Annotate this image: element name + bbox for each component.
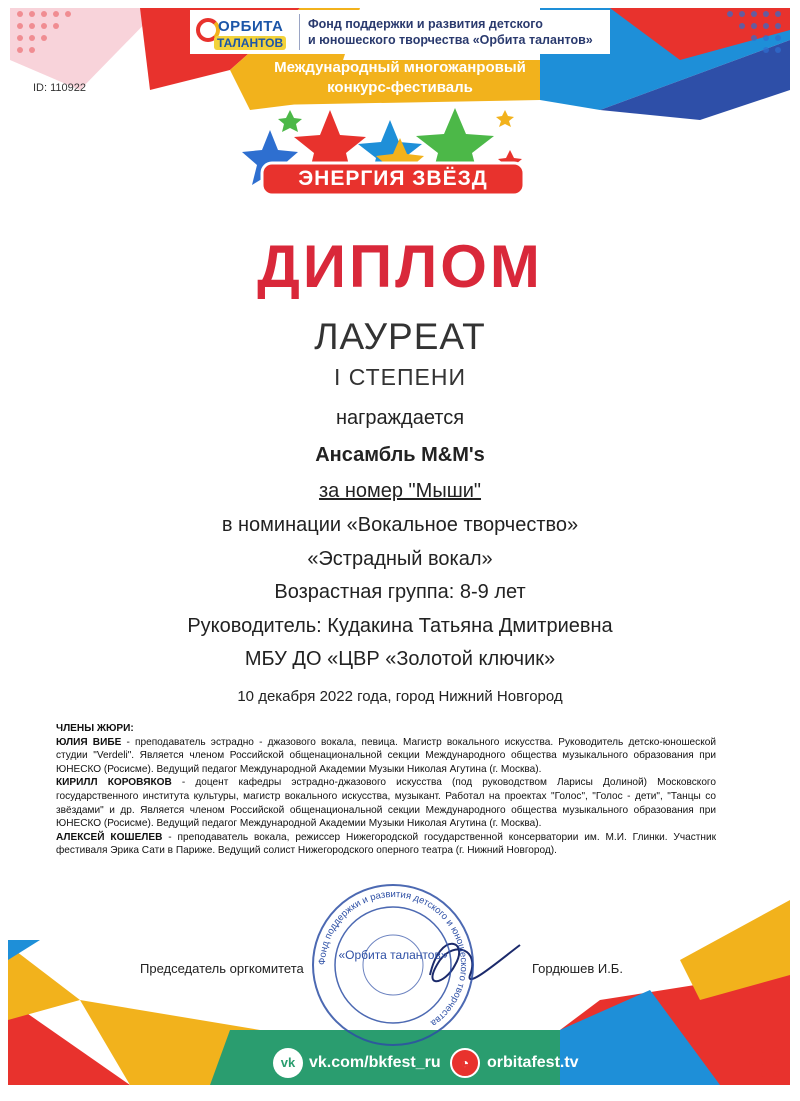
performance-title <box>0 480 800 503</box>
orbita-logo <box>196 16 296 52</box>
laureate-title: ЛАУРЕАТ <box>314 316 486 357</box>
organization: МБУ ДО «ЦВР «Золотой ключик» <box>244 648 556 670</box>
festival-subtitle <box>0 58 800 98</box>
fund-line1: Фонд поддержки и развития детского <box>308 17 543 31</box>
jury-member-bio: - преподаватель вокала, режиссер Нижегородской государственной консерватории им. М.И. Глинки. Участник фестиваля Эрика Сати в Париже. Ведущий солист Нижегородского оперного театра (г. Нижний Новгород). <box>56 831 716 857</box>
jury-member <box>56 831 716 858</box>
stamp-center-text: «Орбита талантов» <box>338 948 448 962</box>
jury-member-name: КИРИЛЛ КОРОВЯКОВ <box>56 777 172 789</box>
jury-member <box>56 736 716 777</box>
chair-name: Гордюшев И.Б. <box>532 961 623 976</box>
organization-stamp <box>308 880 478 1050</box>
jury-member-name: АЛЕКСЕЙ КОШЕЛЕВ <box>56 831 163 843</box>
bottom-left-yellow <box>8 945 80 1020</box>
date-place: 10 декабря 2022 года, город Нижний Новгород <box>237 688 563 705</box>
jury-member-bio: - доцент кафедры эстрадно-джазового искусства (под руководством Ларисы Долиной) Московского государственного института культуры, магистр вокального искусства, музыкант. Работал на проектах "Голос", "Голос - дети", "Танцы со звёздами" и др. Является членом Российской общенациональной секции Международного общества музыкального образования при ЮНЕСКО (Росисме). Ведущий педагог Международной Академии Музыки Николая Агутина (г. Москва). <box>56 777 717 830</box>
jury-member-bio: - преподаватель эстрадно - джазового вокала, певица. Магистр вокального искусства. Руководитель детско-юношеской студии "Verdeli". Является членом Российской общенациональной секции Международного общества музыкального образования при ЮНЕСКО (Росисме). Ведущий педагог Международной Академии Музыки Николая Агутина (г. Москва). <box>56 736 716 775</box>
festival-line2: конкурс-фестиваль <box>327 79 473 96</box>
chair-label: Председатель оргкомитета <box>140 961 304 976</box>
awarded-label: награждается <box>335 407 465 429</box>
age-group: Возрастная группа: 8-9 лет <box>274 581 526 603</box>
festival-line1: Международный многожанровый <box>274 59 526 76</box>
recipient-name: Ансамбль M&M's <box>315 444 485 466</box>
header-divider <box>299 14 300 50</box>
diploma-title: ДИПЛОМ <box>257 233 543 300</box>
festival-name: ЭНЕРГИЯ ЗВЁЗД <box>298 167 488 190</box>
performance-title-text: за номер "Мыши" <box>318 480 482 502</box>
site-link[interactable]: orbitafest.tv <box>487 1054 579 1071</box>
bottom-left-blue <box>8 940 40 960</box>
jury-heading: ЧЛЕНЫ ЖЮРИ: <box>56 723 134 734</box>
fund-name <box>308 16 608 48</box>
jury-section <box>56 722 716 858</box>
logo-line2: ТАЛАНТОВ <box>214 36 286 50</box>
jury-member <box>56 776 716 830</box>
jury-member-name: ЮЛИЯ ВИБЕ <box>56 736 122 748</box>
nomination: в номинации «Вокальное творчество» <box>221 514 579 536</box>
subnomination: «Эстрадный вокал» <box>307 548 493 570</box>
stamp-icon <box>308 880 478 1050</box>
laureate-degree: I СТЕПЕНИ <box>333 364 467 390</box>
vk-icon[interactable]: vk <box>273 1048 303 1078</box>
leader: Руководитель: Кудакина Татьяна Дмитриевна <box>187 615 613 637</box>
orbita-logo-icon[interactable]: ◔ <box>450 1048 480 1078</box>
vk-link[interactable]: vk.com/bkfest_ru <box>309 1054 441 1071</box>
fund-line2: и юношеского творчества «Орбита талантов» <box>308 33 593 47</box>
logo-line1: ОРБИТА <box>218 18 284 35</box>
document-id: ID: 110922 <box>33 82 87 94</box>
stamp-ring-text: Фонд поддержки и развития детского и юношеского творчества <box>316 888 470 1029</box>
